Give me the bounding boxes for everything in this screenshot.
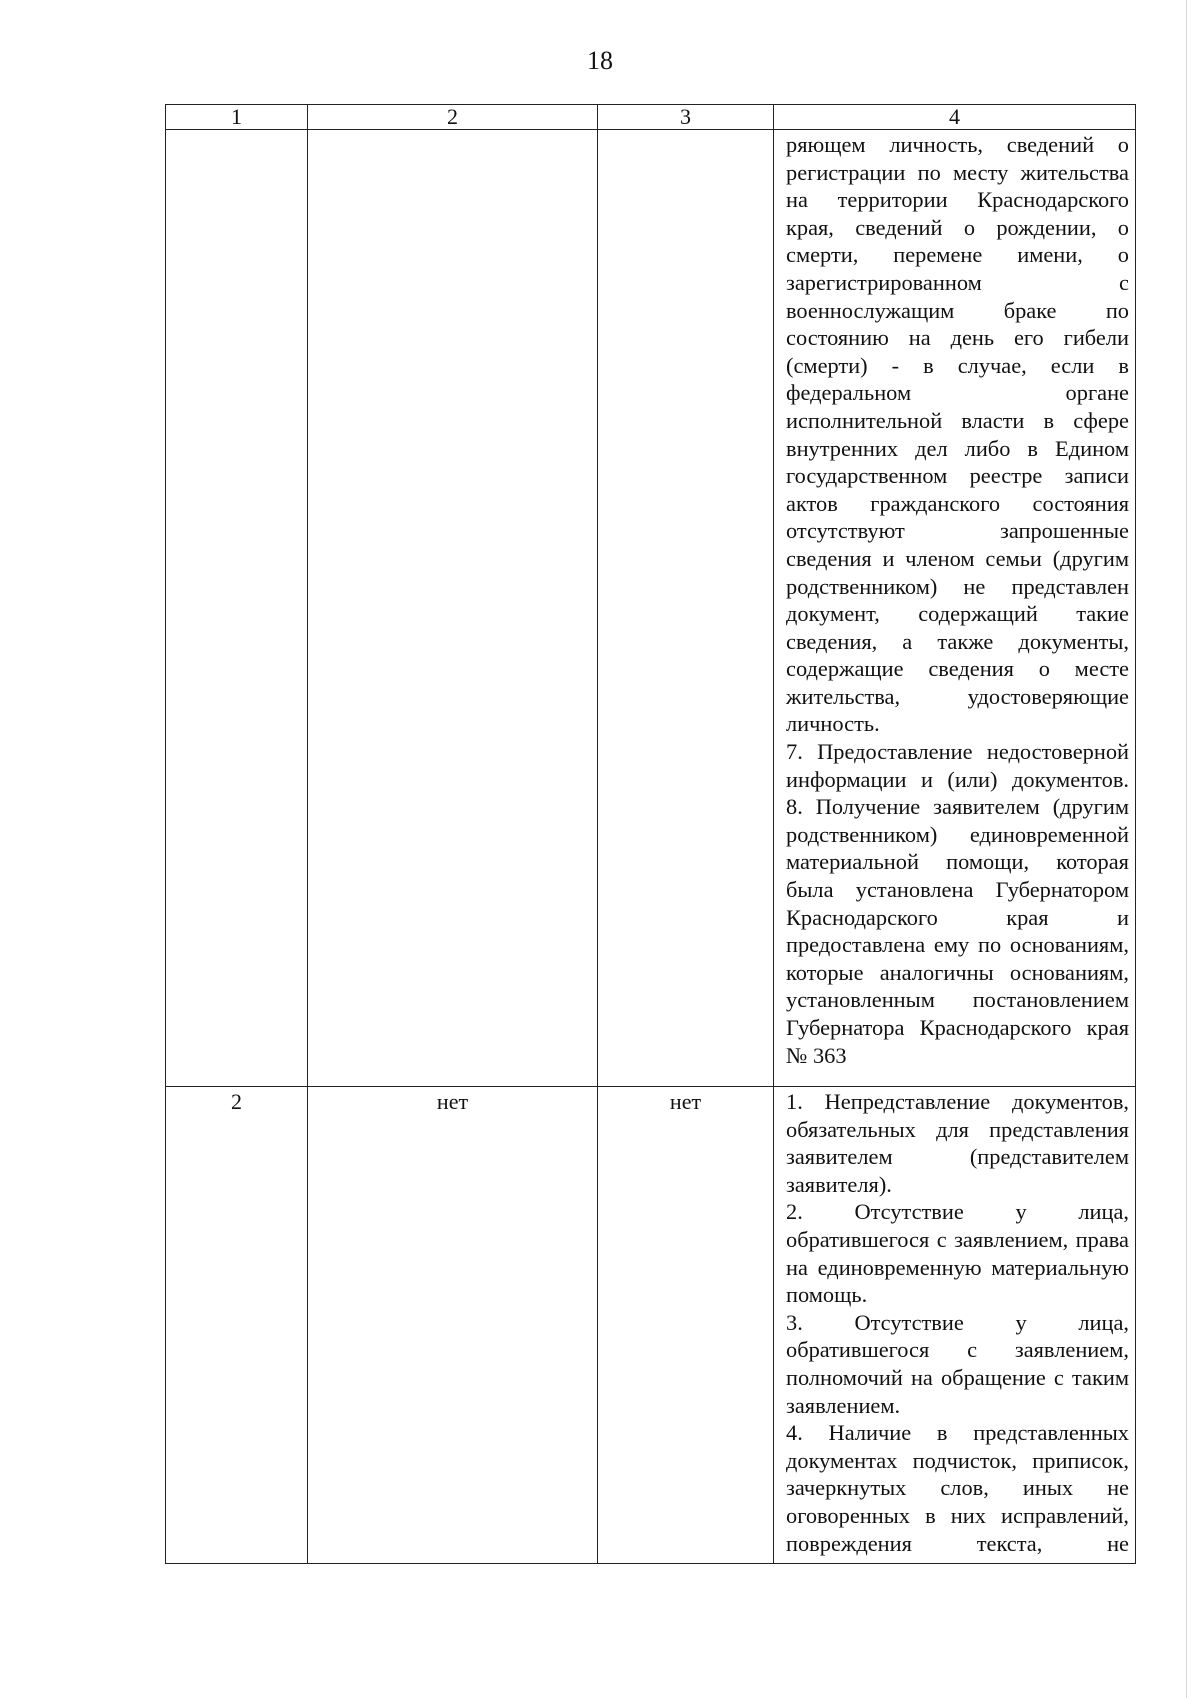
row-1-col-1	[166, 130, 308, 1087]
column-header-4: 4	[774, 105, 1136, 130]
row-1-col-4	[774, 130, 1136, 1087]
row-1-col-3	[598, 130, 774, 1087]
document-table	[165, 104, 1136, 1564]
paragraph: ряющем личность, сведений о регистрации по месту жительства на территории Краснодарского края, сведений о рождении, о смерти, перемене имени, о зарегистрированном с военнослужащим браке по состоянию на день его гибели (смерти) - в случае, если в федеральном органе исполнительной власти в сфере внутренних дел либо в Едином государственном реестре записи актов гражданского состояния отсутствуют запрошенные сведения и членом семьи (другим родственником) не представлен документ, содержащий такие сведения, а также документы, содержащие сведения о месте жительства, удостоверяющие личность.	[786, 132, 1129, 737]
row-1-col-2	[308, 130, 598, 1087]
row-2-col-1: 2	[166, 1087, 308, 1564]
table-row	[166, 1087, 1136, 1564]
paragraph: 2. Отсутствие у лица, обратившегося с заявлением, права на единовременную материальную помощь.	[786, 1199, 1129, 1308]
column-header-3: 3	[598, 105, 774, 130]
paragraph: 3. Отсутствие у лица, обратившегося с заявлением, полномочий на обращение с таким заявлением.	[786, 1309, 1129, 1418]
scan-edge-line	[1186, 0, 1187, 1698]
paragraph: 8. Получение заявителем (другим родственником) единовременной материальной помощи, которая была установлена Губернатором Краснодарского края и предоставлена ему по основаниям, которые аналогичны основаниям, установленным постановлением Губернатора Краснодарского края № 363	[786, 794, 1129, 1068]
column-header-2: 2	[308, 105, 598, 130]
column-header-1: 1	[166, 105, 308, 130]
page-number: 18	[587, 46, 613, 75]
paragraph: 7. Предоставление недостоверной информации и (или) документов.	[786, 739, 1129, 792]
table-row	[166, 130, 1136, 1087]
row-2-col-4	[774, 1087, 1136, 1564]
paragraph: 4. Наличие в представленных документах подчисток, приписок, зачеркнутых слов, иных не оговоренных в них исправлений, повреждения текста, не	[786, 1420, 1129, 1556]
row-2-col-3: нет	[598, 1087, 774, 1564]
table-header-row	[166, 105, 1136, 130]
paragraph: 1. Непредставление документов, обязательных для представления заявителем (представителем заявителя).	[786, 1089, 1129, 1197]
row-2-col-2: нет	[308, 1087, 598, 1564]
